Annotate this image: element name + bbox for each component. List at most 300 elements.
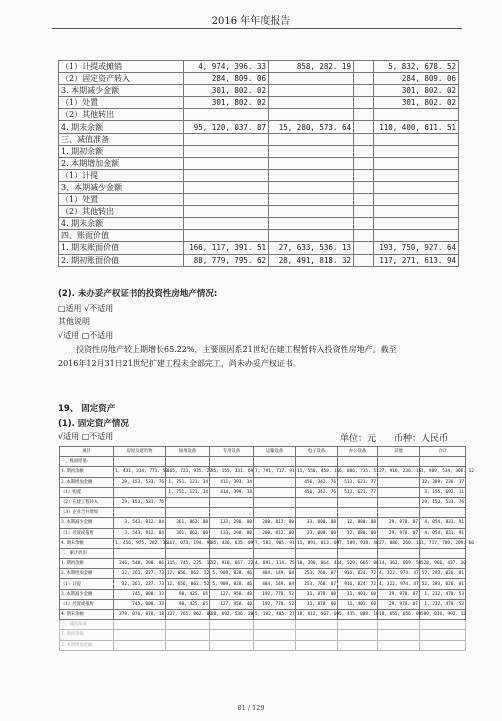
table-row bbox=[59, 242, 459, 254]
row-label-cell: （2）固定资产转入 bbox=[59, 73, 184, 85]
explanation-paragraph-line-1: 投资性房地产较上期增长65.22%，主要原因系21世纪在建工程暂转入投资性房地产。截至 bbox=[76, 345, 397, 354]
table-row bbox=[60, 518, 466, 528]
value-cell: 4, 322, 974. 47 bbox=[378, 569, 420, 579]
value-cell bbox=[374, 157, 459, 169]
value-cell bbox=[354, 181, 374, 193]
value-cell bbox=[210, 508, 254, 518]
value-cell: 745, 008. 33 bbox=[114, 599, 166, 609]
value-cell: 115, 745, 225. 12 bbox=[166, 559, 210, 569]
value-cell: 29, 153, 533. 76 bbox=[420, 497, 466, 507]
value-cell: 1, 751, 121. 34 bbox=[166, 477, 210, 487]
value-cell: 5, 182, 485. 27 bbox=[254, 610, 296, 620]
value-cell: 858, 282. 19 bbox=[269, 61, 354, 73]
row-label-cell: （2）其他转出 bbox=[59, 206, 184, 218]
value-cell bbox=[354, 121, 374, 133]
value-cell bbox=[374, 169, 459, 181]
value-cell bbox=[354, 218, 374, 230]
column-header: 电子设备 bbox=[296, 447, 338, 457]
value-cell: 27, 916, 236. 16 bbox=[378, 467, 420, 477]
value-cell bbox=[184, 169, 269, 181]
value-cell: 165, 723, 935. 27 bbox=[166, 467, 210, 477]
value-cell: 346, 548, 390. 06 bbox=[114, 559, 166, 569]
column-header: 房屋及建筑物 bbox=[114, 447, 166, 457]
value-cell bbox=[378, 630, 420, 640]
table-row bbox=[59, 121, 459, 133]
value-cell: 284, 809. 06 bbox=[374, 73, 459, 85]
section-2-heading: (2). 未办妥产权证书的投资性房地产情况: bbox=[58, 289, 218, 299]
value-cell: 88, 779, 795. 62 bbox=[184, 254, 269, 266]
value-cell bbox=[114, 457, 166, 467]
value-cell bbox=[296, 457, 338, 467]
value-cell bbox=[374, 230, 459, 242]
value-cell: 29, 153, 533. 76 bbox=[114, 497, 166, 507]
value-cell bbox=[210, 630, 254, 640]
row-label-cell: 3、本期减少金额 bbox=[59, 181, 184, 193]
table-row bbox=[59, 73, 459, 85]
value-cell bbox=[378, 508, 420, 518]
table-row bbox=[60, 559, 466, 569]
value-cell: 4, 054, 831. 91 bbox=[420, 528, 466, 538]
value-cell bbox=[378, 457, 420, 467]
value-cell: 166, 117, 391. 51 bbox=[184, 242, 269, 254]
value-cell bbox=[374, 218, 459, 230]
table-row bbox=[60, 538, 466, 548]
value-cell bbox=[184, 145, 269, 157]
value-cell bbox=[338, 497, 378, 507]
value-cell bbox=[354, 157, 374, 169]
table-row bbox=[60, 640, 466, 650]
value-cell bbox=[254, 630, 296, 640]
row-label-cell: 2. 本期增加金额 bbox=[59, 157, 184, 169]
value-cell: 301, 802. 02 bbox=[184, 85, 269, 97]
value-cell bbox=[338, 620, 378, 630]
applicability-option-line-2: √适用 □不适用 bbox=[58, 331, 114, 340]
value-cell: 3, 543, 912. 84 bbox=[114, 528, 166, 538]
value-cell: 31, 878. 00 bbox=[296, 589, 338, 599]
value-cell bbox=[210, 620, 254, 630]
table-row bbox=[60, 457, 466, 467]
fixed-assets-option-line: √适用 □不适用 bbox=[58, 432, 114, 441]
value-cell: 7, 583, 905. 91 bbox=[254, 538, 296, 548]
value-cell bbox=[184, 133, 269, 145]
row-label-cell: 2. 本期增加金额 bbox=[60, 640, 114, 650]
value-cell bbox=[420, 630, 466, 640]
value-cell: 4, 891, 114. 75 bbox=[254, 559, 296, 569]
value-cell bbox=[296, 508, 338, 518]
value-cell: 10, 612, 567. 08 bbox=[296, 610, 338, 620]
value-cell bbox=[184, 181, 269, 193]
value-cell bbox=[378, 548, 420, 558]
value-cell: 27, 886, 260. 11 bbox=[378, 538, 420, 548]
value-cell bbox=[338, 457, 378, 467]
currency-label: 币种：人民币 bbox=[394, 434, 449, 444]
value-cell: 12, 880. 00 bbox=[338, 528, 378, 538]
page-header-title: 2016 年年度报告 bbox=[211, 16, 291, 27]
value-cell bbox=[184, 218, 269, 230]
value-cell bbox=[338, 630, 378, 640]
value-cell: 5, 909, 828. 46 bbox=[210, 579, 254, 589]
value-cell bbox=[114, 640, 166, 650]
row-label-cell: 4. 期末余额 bbox=[60, 538, 114, 548]
value-cell: 4, 054, 831. 91 bbox=[420, 518, 466, 528]
table-row bbox=[59, 194, 459, 206]
value-cell: 27, 633, 536. 13 bbox=[269, 242, 354, 254]
value-cell bbox=[254, 487, 296, 497]
row-label-cell: （1）处置 bbox=[59, 194, 184, 206]
value-cell bbox=[269, 218, 354, 230]
value-cell: 15, 280, 573. 64 bbox=[269, 121, 354, 133]
value-cell bbox=[374, 145, 459, 157]
table-row bbox=[60, 610, 466, 620]
investment-property-table bbox=[58, 60, 459, 267]
table-row bbox=[60, 589, 466, 599]
table-row bbox=[59, 169, 459, 181]
value-cell: 167, 073, 194. 91 bbox=[166, 538, 210, 548]
table-row bbox=[60, 528, 466, 538]
table-row bbox=[60, 569, 466, 579]
row-label-cell: 3. 本期减少金额 bbox=[59, 85, 184, 97]
value-cell bbox=[374, 109, 459, 121]
value-cell: 193, 750, 927. 64 bbox=[374, 242, 459, 254]
value-cell bbox=[420, 640, 466, 650]
value-cell: 110, 400, 611. 51 bbox=[374, 121, 459, 133]
row-label-cell: 1. 期初余额 bbox=[59, 145, 184, 157]
page-number: 81 / 129 bbox=[237, 704, 265, 712]
value-cell bbox=[184, 194, 269, 206]
value-cell: 31, 878. 00 bbox=[296, 599, 338, 609]
value-cell bbox=[269, 169, 354, 181]
table-row bbox=[60, 630, 466, 640]
value-cell: 192, 778. 52 bbox=[254, 599, 296, 609]
value-cell: 12, 880. 00 bbox=[338, 518, 378, 528]
value-cell bbox=[354, 206, 374, 218]
row-label-cell: 4. 期末余额 bbox=[59, 218, 184, 230]
value-cell: 4, 322, 974. 47 bbox=[378, 579, 420, 589]
value-cell bbox=[184, 109, 269, 121]
table-row bbox=[59, 97, 459, 109]
other-notes-label: 其他说明 bbox=[58, 317, 90, 326]
value-cell: 5, 435, 088. 18 bbox=[338, 610, 378, 620]
column-header: 其他 bbox=[378, 447, 420, 457]
value-cell bbox=[166, 630, 210, 640]
value-cell bbox=[269, 133, 354, 145]
value-cell: 1, 232, 470. 53 bbox=[420, 589, 466, 599]
value-cell: 11, 401. 60 bbox=[338, 599, 378, 609]
value-cell bbox=[338, 548, 378, 558]
row-label-cell: （1）处置 bbox=[59, 97, 184, 109]
value-cell: 200, 812. 00 bbox=[254, 528, 296, 538]
value-cell: 6, 086, 735. 51 bbox=[338, 467, 378, 477]
value-cell: 3, 543, 912. 84 bbox=[114, 518, 166, 528]
value-cell: 52, 283, 026. 01 bbox=[420, 569, 466, 579]
value-cell bbox=[354, 242, 374, 254]
value-cell bbox=[296, 640, 338, 650]
value-cell bbox=[114, 620, 166, 630]
row-label-cell: 3. 本期减少金额 bbox=[60, 518, 114, 528]
column-header: 通用设备 bbox=[166, 447, 210, 457]
table-row bbox=[59, 254, 459, 266]
value-cell: 253, 760. 07 bbox=[296, 569, 338, 579]
value-cell bbox=[166, 640, 210, 650]
value-cell bbox=[374, 181, 459, 193]
row-label-cell: （2）在建工程转入 bbox=[60, 497, 114, 507]
value-cell bbox=[166, 497, 210, 507]
value-cell: 29, 978. 07 bbox=[378, 528, 420, 538]
value-cell: 745, 008. 33 bbox=[114, 589, 166, 599]
value-cell bbox=[420, 457, 466, 467]
column-header: 办公设备 bbox=[338, 447, 378, 457]
value-cell: 513, 621. 77 bbox=[338, 477, 378, 487]
value-cell bbox=[378, 477, 420, 487]
value-cell bbox=[166, 620, 210, 630]
value-cell: 1, 232, 470. 53 bbox=[420, 599, 466, 609]
value-cell: 29, 978. 07 bbox=[378, 589, 420, 599]
value-cell: 90, 425. 65 bbox=[166, 589, 210, 599]
value-cell bbox=[184, 157, 269, 169]
value-cell bbox=[269, 206, 354, 218]
table-row bbox=[59, 181, 459, 193]
value-cell: 29, 978. 07 bbox=[378, 599, 420, 609]
column-header: 合计 bbox=[420, 447, 466, 457]
value-cell bbox=[354, 61, 374, 73]
value-cell bbox=[378, 487, 420, 497]
row-label-cell: 四、账面价值 bbox=[59, 230, 184, 242]
value-cell: 301, 802. 02 bbox=[374, 85, 459, 97]
value-cell bbox=[269, 181, 354, 193]
value-cell bbox=[354, 194, 374, 206]
value-cell bbox=[374, 133, 459, 145]
row-label-cell: （1）处置或报废 bbox=[60, 599, 114, 609]
table-row bbox=[59, 133, 459, 145]
value-cell: 456, 342. 76 bbox=[296, 487, 338, 497]
value-cell bbox=[420, 620, 466, 630]
value-cell: 95, 120, 037. 87 bbox=[184, 121, 269, 133]
table-row bbox=[60, 620, 466, 630]
value-cell: 32, 910, 667. 22 bbox=[210, 559, 254, 569]
value-cell: 18, 655, 656. 00 bbox=[378, 610, 420, 620]
value-cell: 32, 261, 227. 73 bbox=[114, 579, 166, 589]
value-cell bbox=[269, 230, 354, 242]
value-cell bbox=[269, 109, 354, 121]
value-cell bbox=[166, 508, 210, 518]
table-row bbox=[59, 61, 459, 73]
value-cell: 133, 290. 00 bbox=[210, 528, 254, 538]
value-cell bbox=[296, 548, 338, 558]
value-cell: 32, 309, 236. 17 bbox=[420, 477, 466, 487]
row-label-cell: 二、累计折旧 bbox=[60, 548, 114, 558]
value-cell: 11, 401. 60 bbox=[338, 589, 378, 599]
fixed-assets-subheading: (1). 固定资产情况 bbox=[58, 419, 129, 429]
value-cell: 5, 909, 828. 46 bbox=[210, 569, 254, 579]
value-cell bbox=[374, 206, 459, 218]
value-cell bbox=[269, 145, 354, 157]
table-row bbox=[59, 145, 459, 157]
value-cell: 52, 283, 026. 01 bbox=[420, 579, 466, 589]
column-header: 运输设备 bbox=[254, 447, 296, 457]
value-cell: 528, 966, 437. 10 bbox=[420, 559, 466, 569]
table-row bbox=[59, 230, 459, 242]
value-cell: 1, 717, 789, 209. 60 bbox=[420, 538, 466, 548]
value-cell: 4, 974, 396. 33 bbox=[184, 61, 269, 73]
table-row bbox=[60, 579, 466, 589]
table-row bbox=[60, 497, 466, 507]
value-cell bbox=[296, 630, 338, 640]
value-cell: 513, 621. 77 bbox=[338, 487, 378, 497]
value-cell: 127, 765, 862. 00 bbox=[166, 610, 210, 620]
column-header: 专用设备 bbox=[210, 447, 254, 457]
row-label-cell: 2. 本期增加金额 bbox=[60, 477, 114, 487]
value-cell bbox=[269, 85, 354, 97]
value-cell bbox=[114, 508, 166, 518]
unit-label: 单位：元 bbox=[340, 434, 377, 444]
value-cell: 411, 393. 34 bbox=[210, 477, 254, 487]
value-cell: 33, 000. 00 bbox=[296, 518, 338, 528]
value-cell: 133, 290. 00 bbox=[210, 518, 254, 528]
value-cell bbox=[114, 630, 166, 640]
value-cell: 361, 862. 00 bbox=[166, 528, 210, 538]
value-cell: 414, 399. 34 bbox=[210, 487, 254, 497]
value-cell bbox=[354, 109, 374, 121]
value-cell: 1, 989, 534, 306. 12 bbox=[420, 467, 466, 477]
row-label-cell: 3. 本期减少金额 bbox=[60, 589, 114, 599]
value-cell: 90, 425. 65 bbox=[166, 599, 210, 609]
table-row bbox=[59, 85, 459, 97]
value-cell: 32, 261, 227. 73 bbox=[114, 569, 166, 579]
value-cell: 378, 076, 878. 18 bbox=[114, 610, 166, 620]
row-label-cell: 4. 期末余额 bbox=[60, 610, 114, 620]
value-cell bbox=[210, 640, 254, 650]
value-cell bbox=[296, 497, 338, 507]
value-cell: 253, 760. 07 bbox=[296, 579, 338, 589]
value-cell bbox=[269, 73, 354, 85]
value-cell: 85, 155, 331. 69 bbox=[210, 467, 254, 477]
table-row bbox=[59, 218, 459, 230]
value-cell bbox=[354, 230, 374, 242]
table-row bbox=[60, 508, 466, 518]
value-cell bbox=[210, 457, 254, 467]
value-cell bbox=[420, 548, 466, 558]
value-cell bbox=[374, 194, 459, 206]
value-cell bbox=[354, 73, 374, 85]
value-cell: 200, 812. 00 bbox=[254, 518, 296, 528]
section-19-heading: 19、 固定资产 bbox=[58, 404, 116, 414]
value-cell: 456, 342. 76 bbox=[296, 477, 338, 487]
value-cell: 117, 271, 613. 94 bbox=[374, 254, 459, 266]
explanation-paragraph-line-2: 2016年12月31日21世纪扩建工程未全部完工，尚未办妥产权证书。 bbox=[58, 359, 301, 368]
value-cell bbox=[354, 85, 374, 97]
table-row bbox=[60, 599, 466, 609]
value-cell: 301, 802. 02 bbox=[374, 97, 459, 109]
table-row bbox=[59, 157, 459, 169]
value-cell bbox=[114, 487, 166, 497]
value-cell: 4, 529, 665. 06 bbox=[338, 559, 378, 569]
value-cell: 12, 656, 062. 52 bbox=[166, 569, 210, 579]
row-label-cell: 1. 期初余额 bbox=[60, 559, 114, 569]
value-cell: 38, 692, 536. 28 bbox=[210, 610, 254, 620]
row-label-cell: （2）其他转出 bbox=[59, 109, 184, 121]
value-cell: 361, 862. 00 bbox=[166, 518, 210, 528]
value-cell: 29, 153, 533. 76 bbox=[114, 477, 166, 487]
row-label-cell: 三、减值准备 bbox=[60, 620, 114, 630]
table-row bbox=[60, 548, 466, 558]
value-cell bbox=[420, 508, 466, 518]
value-cell bbox=[378, 497, 420, 507]
value-cell bbox=[269, 157, 354, 169]
value-cell bbox=[354, 254, 374, 266]
value-cell: 12, 656, 062. 52 bbox=[166, 579, 210, 589]
row-label-cell: 2. 期初账面价值 bbox=[59, 254, 184, 266]
row-label-cell: 一、账面原值: bbox=[60, 457, 114, 467]
value-cell bbox=[254, 508, 296, 518]
value-cell: 301, 802. 02 bbox=[184, 97, 269, 109]
value-cell: 11, 891, 013. 09 bbox=[296, 538, 338, 548]
value-cell: 127, 958. 40 bbox=[210, 589, 254, 599]
value-cell: 484, 149. 04 bbox=[254, 579, 296, 589]
row-label-cell: 1. 期初余额 bbox=[60, 630, 114, 640]
value-cell: 28, 491, 818. 32 bbox=[269, 254, 354, 266]
value-cell bbox=[354, 97, 374, 109]
value-cell bbox=[354, 169, 374, 181]
row-label-cell: （1）计提或摊销 bbox=[59, 61, 184, 73]
value-cell: 580, 016, 992. 12 bbox=[420, 610, 466, 620]
value-cell bbox=[354, 145, 374, 157]
value-cell: 7, 589, 938. 48 bbox=[338, 538, 378, 548]
row-label-cell: 2. 本期增加金额 bbox=[60, 569, 114, 579]
row-label-cell: 三、减值准备 bbox=[59, 133, 184, 145]
value-cell bbox=[166, 457, 210, 467]
row-label-cell: （1）购置 bbox=[60, 487, 114, 497]
value-cell bbox=[269, 194, 354, 206]
value-cell: 284, 809. 06 bbox=[184, 73, 269, 85]
column-header: 项目 bbox=[60, 447, 114, 457]
row-label-cell: 4. 期末余额 bbox=[59, 121, 184, 133]
value-cell bbox=[210, 548, 254, 558]
value-cell: 29, 978. 07 bbox=[378, 518, 420, 528]
value-cell bbox=[184, 206, 269, 218]
value-cell bbox=[338, 508, 378, 518]
value-cell: 1, 456, 975, 282. 36 bbox=[114, 538, 166, 548]
row-label-cell: 1. 期初余额 bbox=[60, 467, 114, 477]
value-cell bbox=[296, 620, 338, 630]
value-cell bbox=[254, 620, 296, 630]
row-label-cell: （1）计提 bbox=[60, 579, 114, 589]
value-cell bbox=[378, 620, 420, 630]
value-cell bbox=[166, 548, 210, 558]
value-cell: 85, 436, 635. 09 bbox=[210, 538, 254, 548]
value-cell bbox=[254, 497, 296, 507]
table-header-row bbox=[60, 447, 466, 457]
value-cell bbox=[269, 97, 354, 109]
row-label-cell: （1）处置或报废 bbox=[60, 528, 114, 538]
value-cell: 1, 751, 121. 34 bbox=[166, 487, 210, 497]
value-cell: 14, 362, 609. 50 bbox=[378, 559, 420, 569]
value-cell: 1, 431, 314, 771. 50 bbox=[114, 467, 166, 477]
value-cell bbox=[254, 457, 296, 467]
table-row bbox=[60, 477, 466, 487]
table-row bbox=[59, 109, 459, 121]
value-cell bbox=[254, 477, 296, 487]
value-cell bbox=[254, 548, 296, 558]
fixed-assets-table bbox=[59, 446, 474, 651]
value-cell: 916, 824. 72 bbox=[338, 579, 378, 589]
value-cell bbox=[254, 640, 296, 650]
value-cell: 10, 390, 864. 41 bbox=[296, 559, 338, 569]
value-cell: 484, 149. 04 bbox=[254, 569, 296, 579]
table-row bbox=[60, 487, 466, 497]
value-cell: 916, 824. 72 bbox=[338, 569, 378, 579]
row-label-cell: 1. 期末账面价值 bbox=[59, 242, 184, 254]
value-cell: 7, 791, 717. 91 bbox=[254, 467, 296, 477]
